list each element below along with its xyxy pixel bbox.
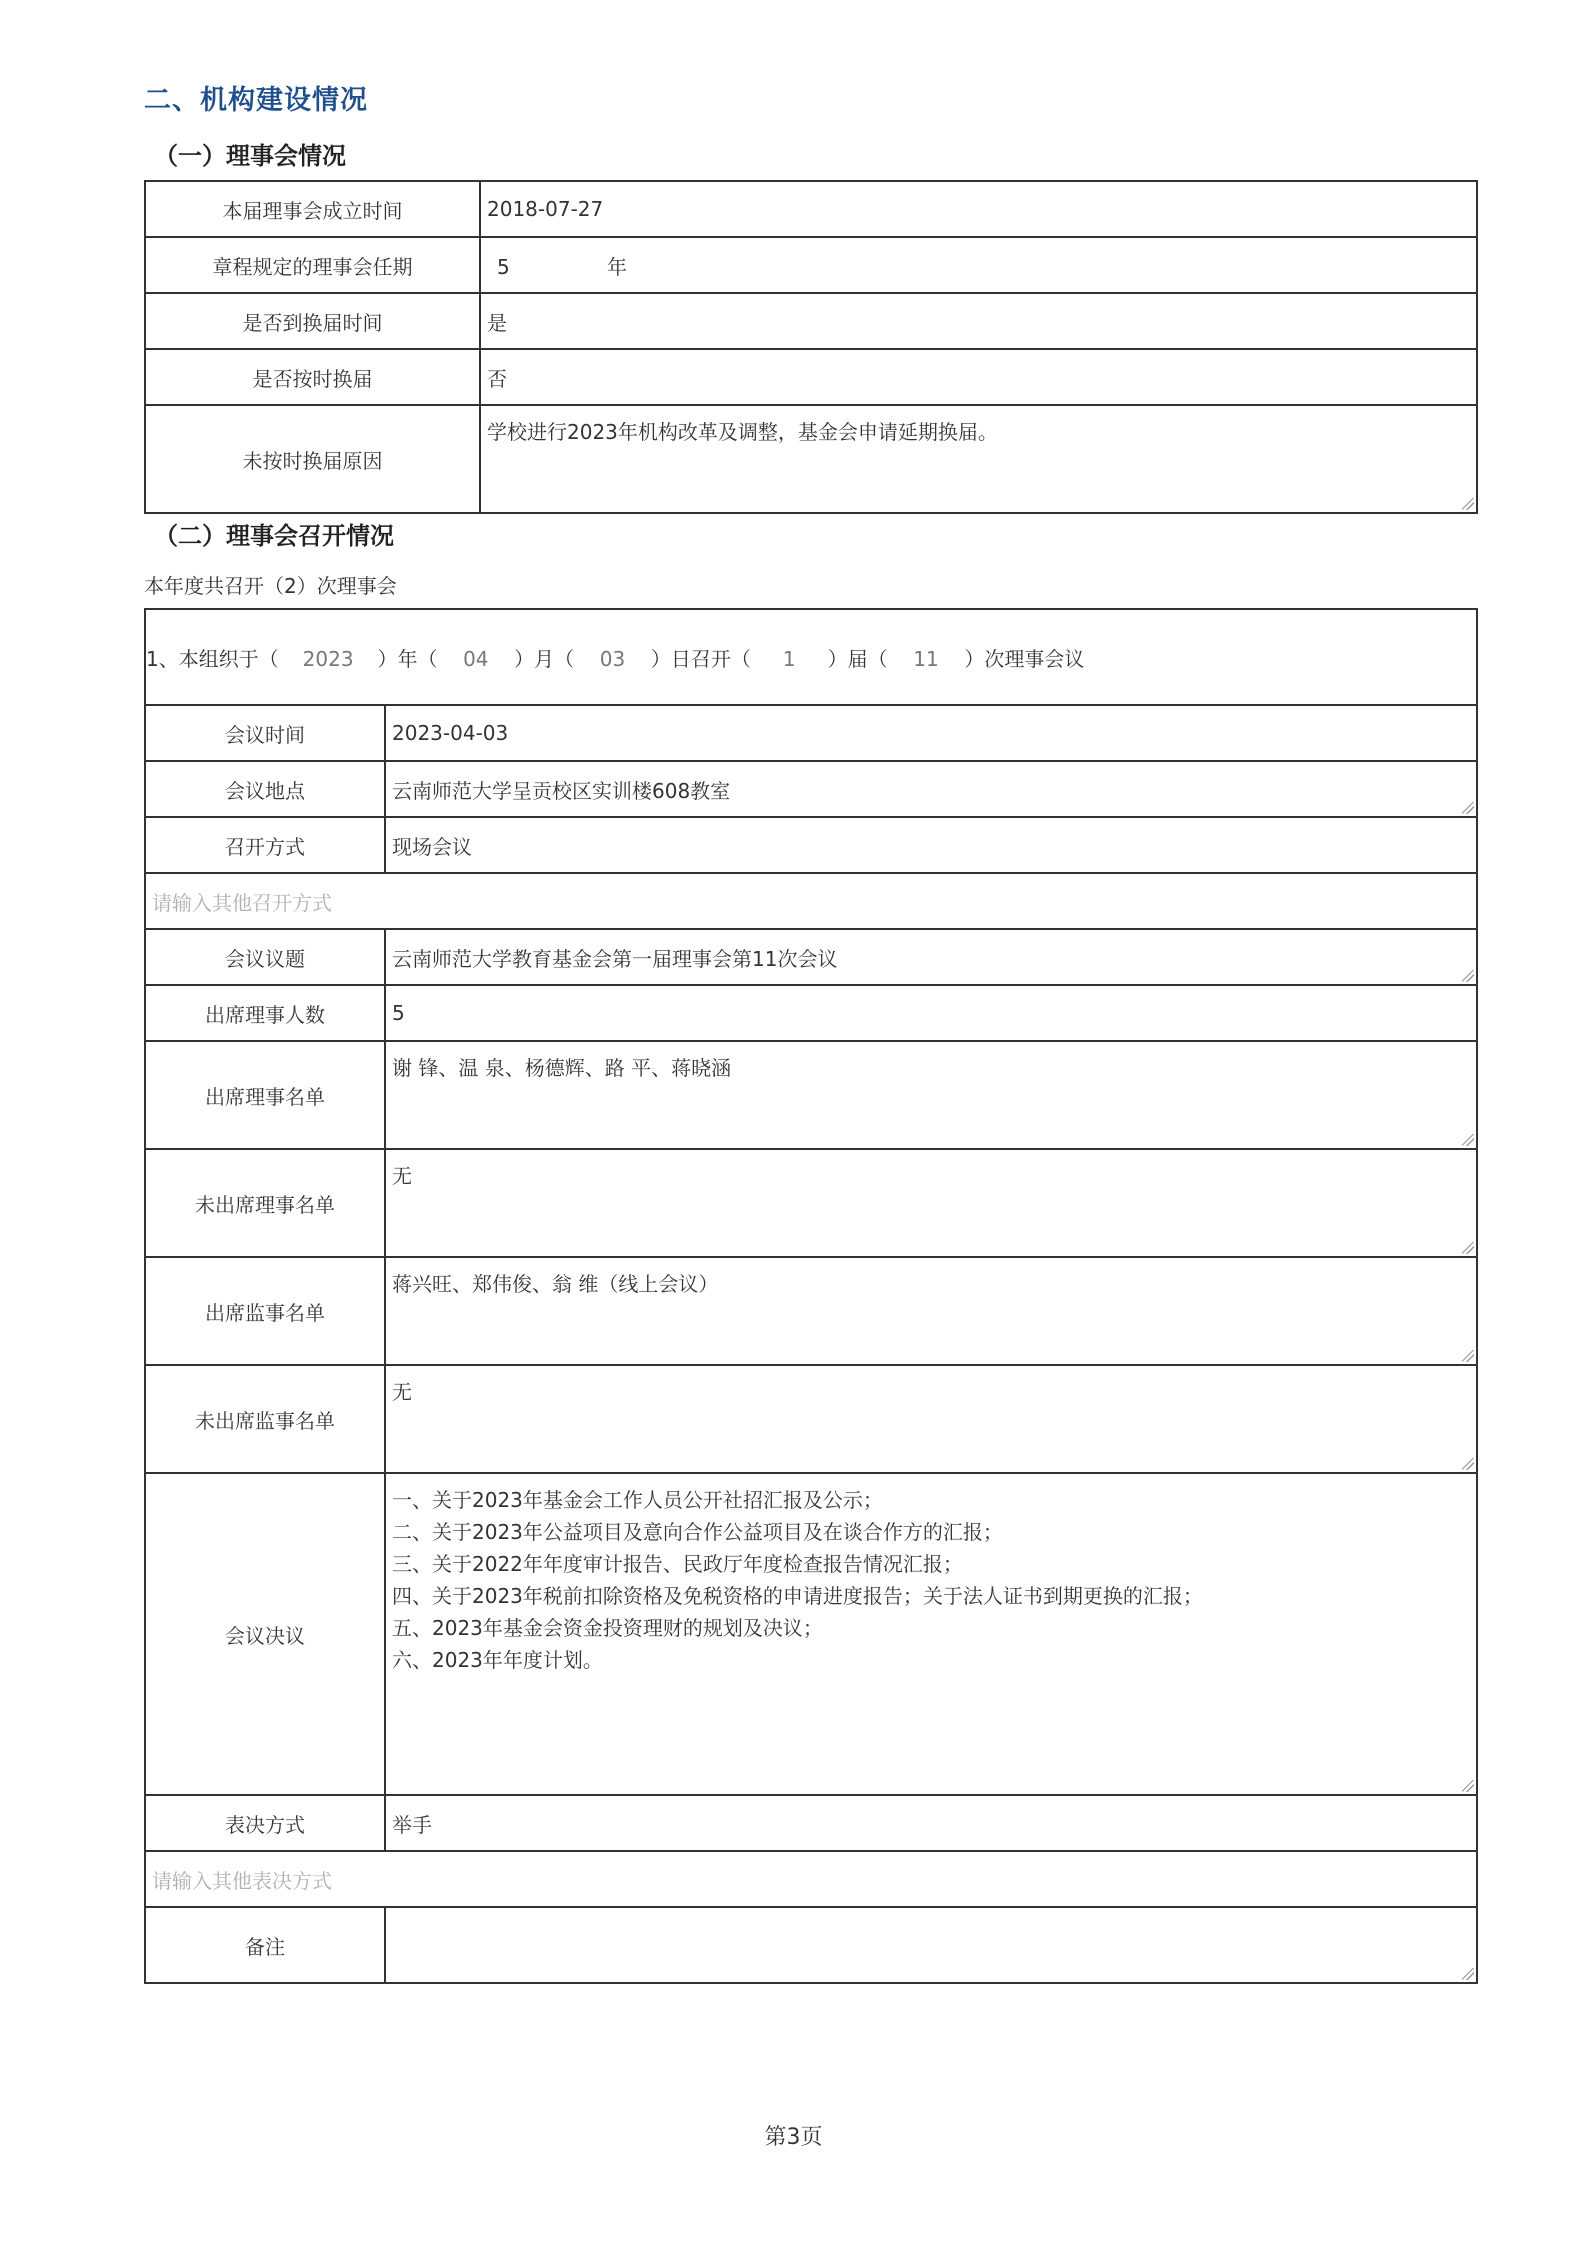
page-number: 第3页 [764, 2125, 823, 2150]
resize-grip-icon[interactable] [1462, 1350, 1474, 1362]
meeting-count-field[interactable]: 11 [913, 646, 939, 671]
meeting-topic-textarea[interactable] [385, 929, 1477, 985]
attendee-count-label: 出席理事人数 [145, 985, 385, 1041]
present-supervisors-label: 出席监事名单 [145, 1257, 385, 1365]
term-due-label: 是否到换届时间 [145, 293, 480, 349]
present-directors-value: 谢 锋、温 泉、杨德辉、路 平、蒋晓涵 [392, 1056, 732, 1080]
table-row [145, 237, 1477, 293]
resolutions-label: 会议决议 [145, 1473, 385, 1795]
meeting-time-value[interactable]: 2023-04-03 [385, 705, 1477, 761]
board-subtitle: （一）理事会情况 [154, 142, 346, 170]
meeting-mode-label: 召开方式 [145, 817, 385, 873]
delay-reason-label: 未按时换届原因 [145, 405, 480, 513]
meeting-mode-value[interactable]: 现场会议 [385, 817, 1477, 873]
meeting-month-field[interactable]: 04 [463, 646, 489, 671]
meeting-header-prefix: 1、本组织于（ [146, 646, 279, 671]
table-row [145, 1795, 1477, 1851]
meeting-month-unit: ）月（ [514, 646, 575, 671]
present-supervisors-value: 蒋兴旺、郑伟俊、翁 维（线上会议） [392, 1272, 719, 1296]
on-time-label: 是否按时换届 [145, 349, 480, 405]
resolutions-value: 一、关于2023年基金会工作人员公开社招汇报及公示； 二、关于2023年公益项目及意向合作公益项目及在谈合作方的汇报； 三、关于2022年年度审计报告、民政厅年度检查报告情况汇报； 四、关于2023年税前扣除资格及免税资格的申请进度报告；关于法人证书到期更换的汇报； 五、2023年基金会资金投资理财的规划及决议； 六、2023年年度计划。 [392, 1488, 1203, 1672]
table-row [145, 873, 1477, 929]
absent-supervisors-label: 未出席监事名单 [145, 1365, 385, 1473]
meeting-session-field[interactable]: 1 [782, 646, 796, 671]
remarks-textarea[interactable] [385, 1907, 1477, 1983]
absent-supervisors-value: 无 [392, 1380, 412, 1404]
meeting-topic-label: 会议议题 [145, 929, 385, 985]
meeting-topic-value: 云南师范大学教育基金会第一届理事会第11次会议 [392, 946, 838, 971]
term-due-value[interactable]: 是 [480, 293, 1477, 349]
present-directors-textarea[interactable] [385, 1041, 1477, 1149]
absent-directors-value: 无 [392, 1164, 412, 1188]
board-info-table [144, 180, 1478, 514]
present-directors-label: 出席理事名单 [145, 1041, 385, 1149]
delay-reason-value: 学校进行2023年机构改革及调整，基金会申请延期换届。 [487, 420, 998, 444]
table-row [145, 929, 1477, 985]
table-row [145, 985, 1477, 1041]
meeting-location-value: 云南师范大学呈贡校区实训楼608教室 [392, 778, 731, 803]
meeting-day-unit: ）日召开（ [650, 646, 751, 671]
board-term-unit: 年 [607, 254, 627, 279]
resize-grip-icon[interactable] [1462, 1242, 1474, 1254]
table-row [145, 1907, 1477, 1983]
meetings-summary: 本年度共召开（2）次理事会 [144, 574, 397, 598]
on-time-value[interactable]: 否 [480, 349, 1477, 405]
absent-directors-textarea[interactable] [385, 1149, 1477, 1257]
voting-method-value[interactable]: 举手 [385, 1795, 1477, 1851]
table-row [145, 1473, 1477, 1795]
table-row [145, 705, 1477, 761]
table-row [145, 761, 1477, 817]
board-founded-value[interactable]: 2018-07-27 [480, 181, 1477, 237]
meetings-subtitle: （二）理事会召开情况 [154, 522, 394, 550]
board-term-value[interactable]: 5 [497, 254, 510, 279]
absent-directors-label: 未出席理事名单 [145, 1149, 385, 1257]
board-founded-label: 本届理事会成立时间 [145, 181, 480, 237]
table-row [145, 609, 1477, 705]
resize-grip-icon[interactable] [1462, 970, 1474, 982]
meeting-year-field[interactable]: 2023 [302, 646, 354, 671]
board-term-label: 章程规定的理事会任期 [145, 237, 480, 293]
table-row [145, 405, 1477, 513]
meeting-day-field[interactable]: 03 [599, 646, 626, 671]
table-row [145, 1149, 1477, 1257]
board-term-cell [480, 237, 1477, 293]
meeting-time-label: 会议时间 [145, 705, 385, 761]
absent-supervisors-textarea[interactable] [385, 1365, 1477, 1473]
table-row [145, 1365, 1477, 1473]
table-row [145, 817, 1477, 873]
meeting-year-unit: ）年（ [377, 646, 438, 671]
section-title: 二、机构建设情况 [144, 85, 368, 116]
meeting-table [144, 608, 1478, 1984]
attendee-count-value[interactable]: 5 [385, 985, 1477, 1041]
resize-grip-icon[interactable] [1462, 1968, 1474, 1980]
present-supervisors-textarea[interactable] [385, 1257, 1477, 1365]
resize-grip-icon[interactable] [1462, 1134, 1474, 1146]
table-row [145, 293, 1477, 349]
table-row [145, 1257, 1477, 1365]
table-row [145, 1851, 1477, 1907]
table-row [145, 349, 1477, 405]
resize-grip-icon[interactable] [1462, 1458, 1474, 1470]
remarks-label: 备注 [145, 1907, 385, 1983]
other-mode-input[interactable]: 请输入其他召开方式 [145, 873, 1477, 929]
meeting-session-unit: ）届（ [827, 646, 888, 671]
resize-grip-icon[interactable] [1462, 802, 1474, 814]
delay-reason-textarea[interactable] [480, 405, 1477, 513]
resize-grip-icon[interactable] [1462, 498, 1474, 510]
meeting-location-label: 会议地点 [145, 761, 385, 817]
table-row [145, 1041, 1477, 1149]
meeting-count-unit: ）次理事会议 [964, 646, 1085, 671]
voting-method-label: 表决方式 [145, 1795, 385, 1851]
resize-grip-icon[interactable] [1462, 1780, 1474, 1792]
other-voting-input[interactable]: 请输入其他表决方式 [145, 1851, 1477, 1907]
table-row [145, 181, 1477, 237]
resolutions-textarea[interactable] [385, 1473, 1477, 1795]
meeting-location-textarea[interactable] [385, 761, 1477, 817]
meeting-header [145, 609, 1477, 705]
